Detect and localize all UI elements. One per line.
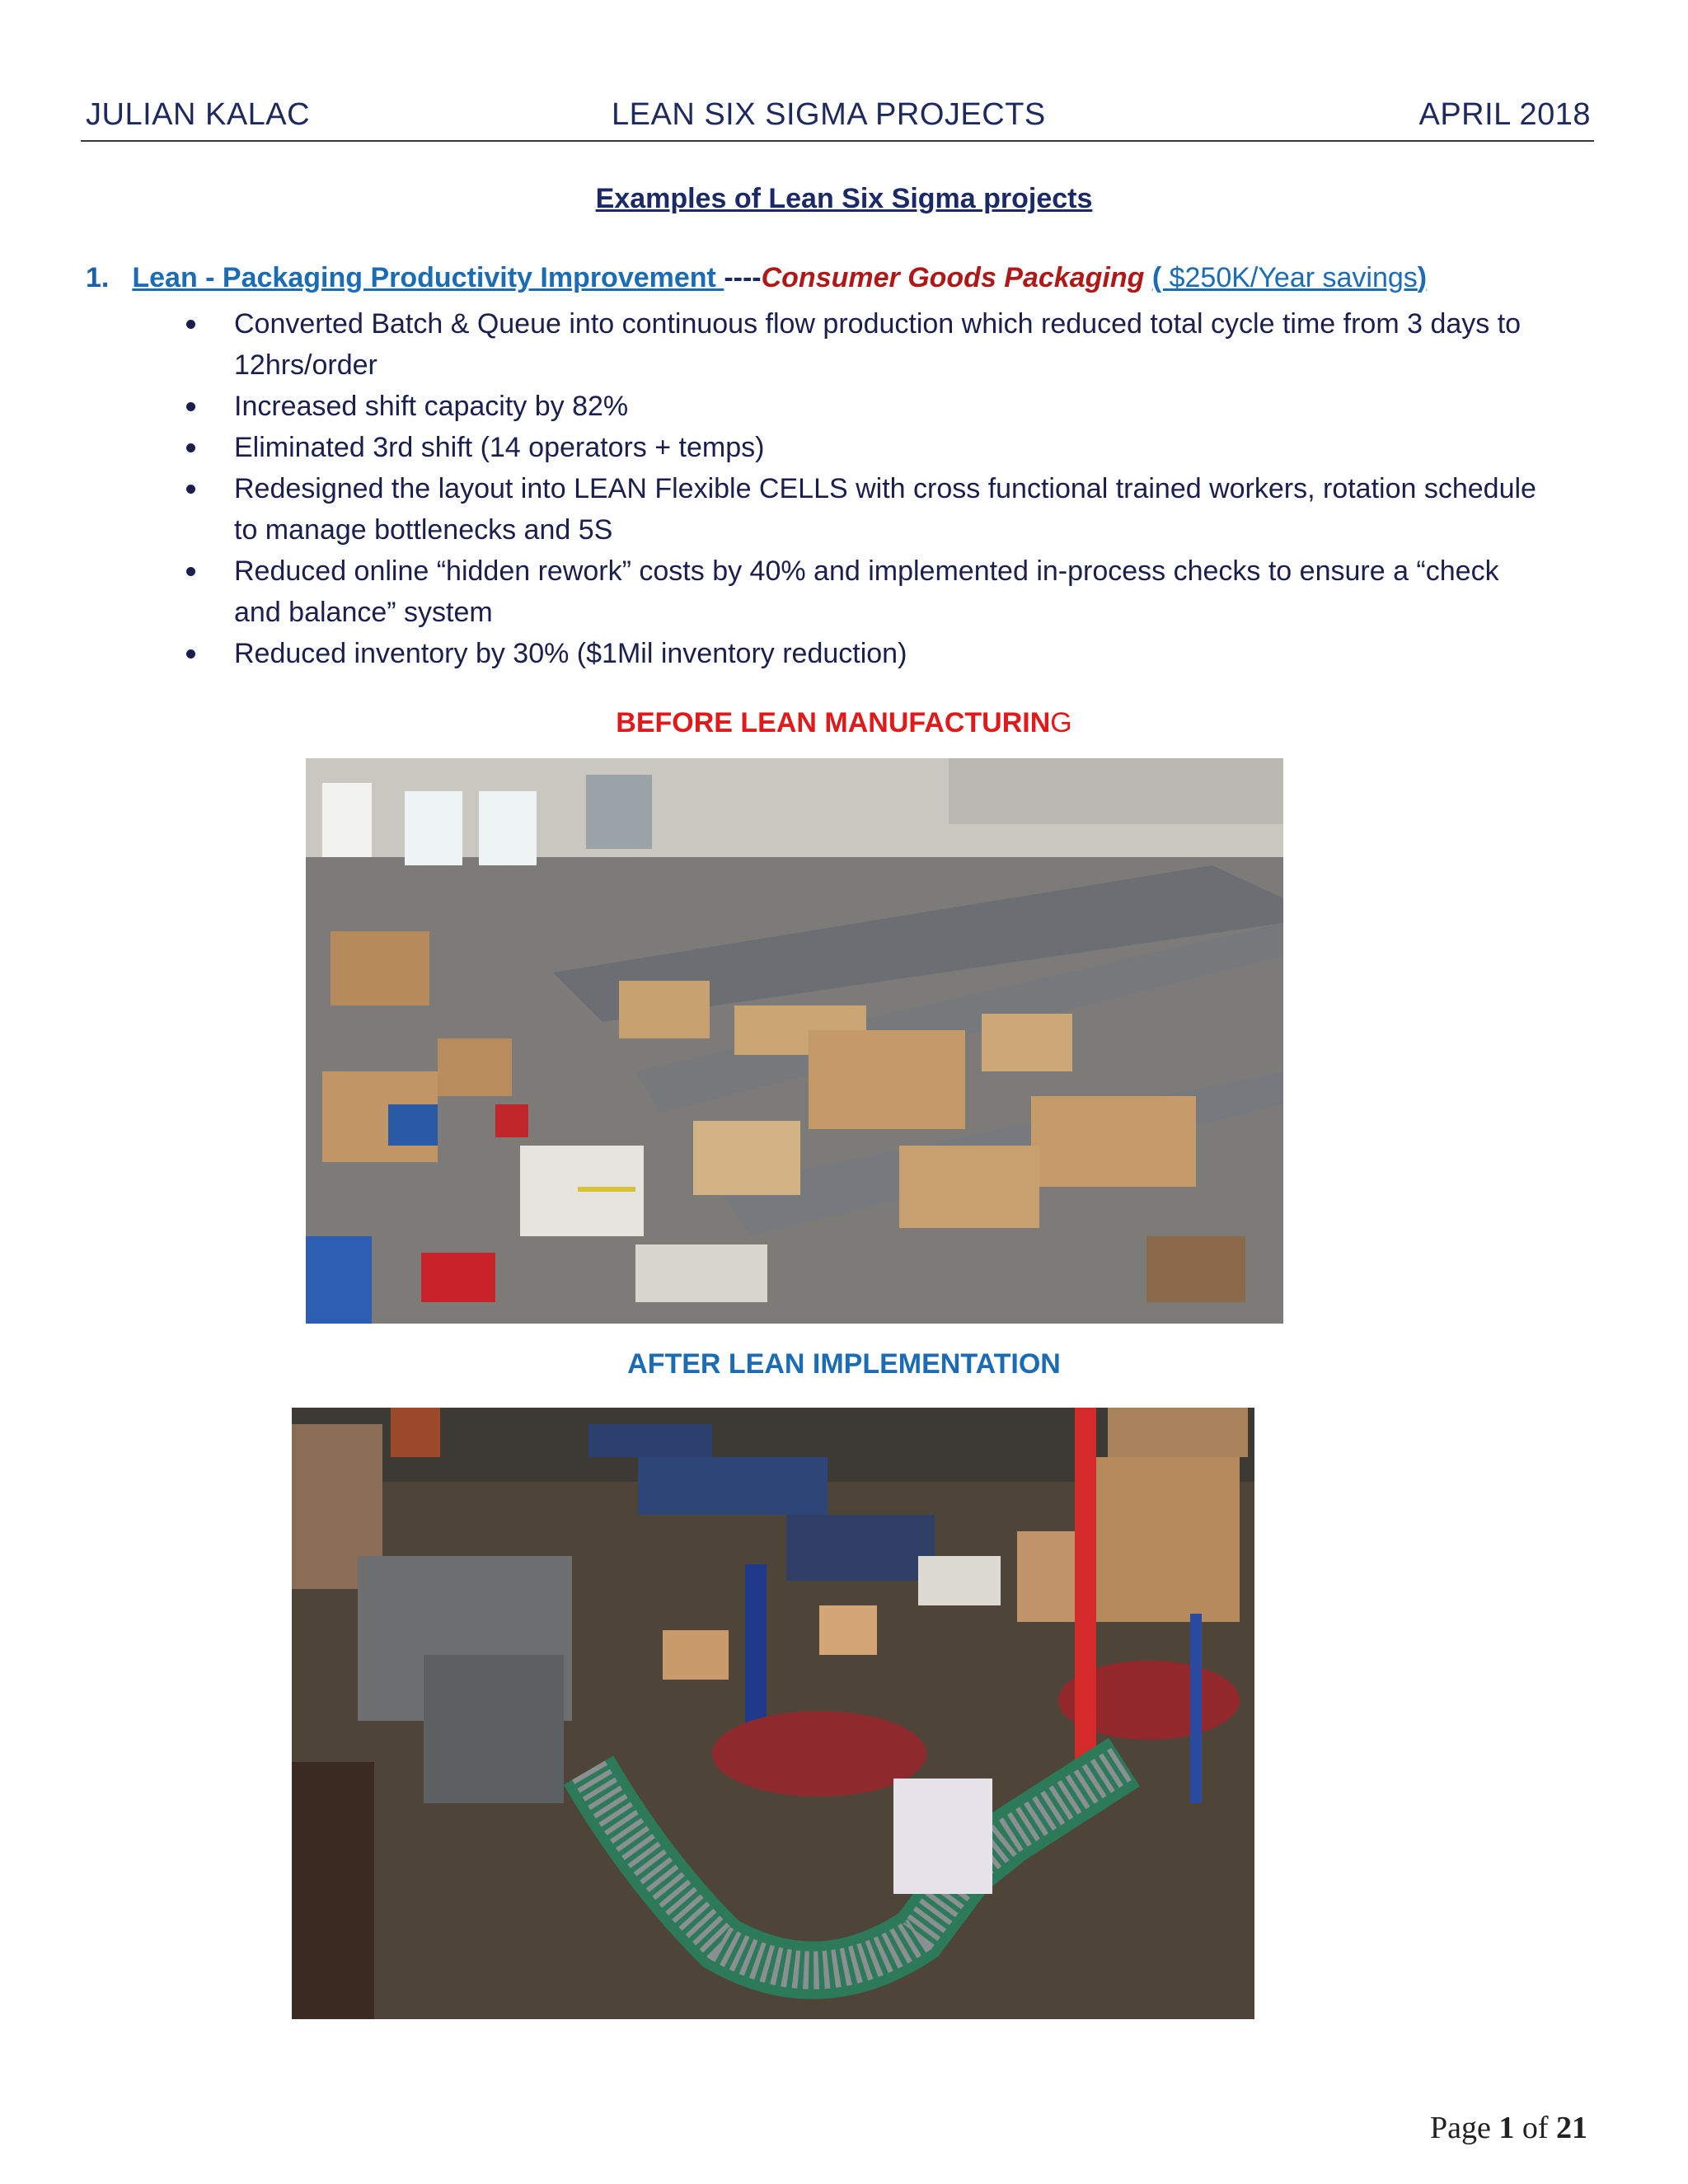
after-lean-photo (292, 1408, 1254, 2019)
page-prefix: Page (1429, 2111, 1499, 2145)
bullet-text: Eliminated 3rd shift (14 operators + temps) (234, 432, 765, 463)
project-title-link[interactable]: Lean - Packaging Productivity Improvement (132, 262, 724, 293)
warehouse-before-illustration (306, 758, 1283, 1324)
warehouse-after-illustration (292, 1408, 1254, 2019)
bullet-text: Increased shift capacity by 82% (234, 391, 629, 422)
list-item (0, 468, 1553, 551)
bullet-text: Reduced online “hidden rework” costs by 40% and implemented in-process checks to ensure a “check and balance” system (234, 555, 1499, 628)
header-author: JULIAN KALAC (86, 97, 311, 132)
bullet-icon (186, 649, 195, 658)
savings-link[interactable]: $250K/Year savings (1169, 262, 1418, 293)
page-total: 21 (1556, 2111, 1587, 2145)
savings-paren-open: ( (1151, 262, 1170, 293)
bullet-text: Reduced inventory by 30% ($1Mil inventory reduction) (234, 638, 907, 669)
bullet-icon (186, 402, 195, 411)
page-of: of (1514, 2111, 1556, 2145)
page-number (1430, 2110, 1587, 2146)
bullet-text: Converted Batch & Queue into continuous flow production which reduced total cycle time from 3 days to 12hrs/order (234, 308, 1522, 381)
header-title: LEAN SIX SIGMA PROJECTS (612, 97, 1046, 132)
bullet-icon (186, 320, 195, 329)
list-item (0, 386, 1553, 427)
before-caption (0, 707, 1688, 739)
project-heading (86, 262, 1427, 294)
list-item (0, 427, 1553, 468)
bullet-icon (186, 485, 195, 494)
savings-paren-close: ) (1417, 262, 1428, 293)
project-dashes: ---- (724, 262, 762, 293)
header-divider (81, 140, 1594, 142)
project-bullet-list (0, 303, 1688, 674)
before-lean-photo (306, 758, 1283, 1324)
list-item (0, 303, 1553, 386)
bullet-icon (186, 443, 195, 452)
bullet-icon (186, 567, 195, 576)
document-title: Examples of Lean Six Sigma projects (595, 183, 1093, 214)
project-number: 1. (86, 262, 110, 293)
after-caption: AFTER LEAN IMPLEMENTATION (627, 1348, 1061, 1380)
list-item (0, 551, 1553, 633)
before-caption-tail: G (1050, 707, 1072, 738)
list-item (0, 633, 1553, 674)
project-category: Consumer Goods Packaging (761, 262, 1145, 293)
header-date: APRIL 2018 (1418, 97, 1591, 132)
bullet-text: Redesigned the layout into LEAN Flexible CELLS with cross functional trained workers, rotation schedule to manage bottlenecks and 5S (234, 473, 1536, 546)
before-caption-main: BEFORE LEAN MANUFACTURIN (616, 707, 1051, 738)
page-current: 1 (1498, 2111, 1515, 2145)
